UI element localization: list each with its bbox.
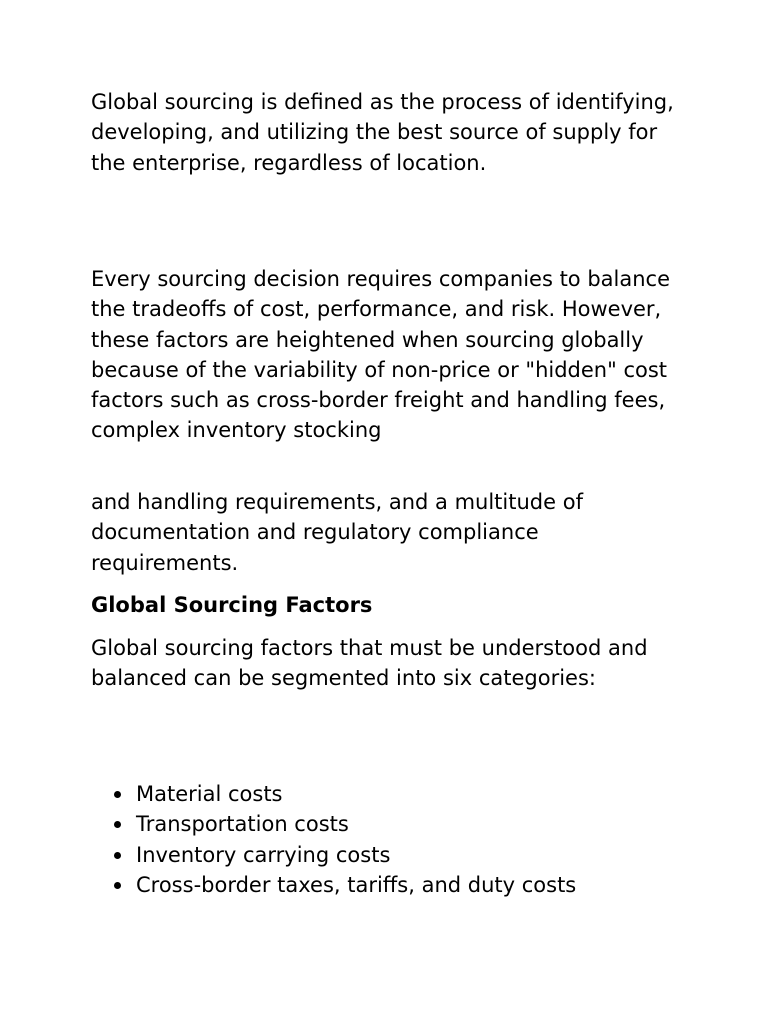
list-item-label: Transportation costs	[136, 812, 349, 837]
bullet-icon	[114, 852, 121, 859]
factors-list	[91, 779, 576, 900]
intro-paragraph: Global sourcing is defined as the process of identifying, developing, and utilizing the best source of supply for the enterprise, regardless of location.	[91, 90, 674, 175]
tradeoffs-paragraph: Every sourcing decision requires companies to balance the tradeoffs of cost, performance, and risk. However, these factors are heightened when sourcing globally because of the variability of non-price or "hidden" cost factors such as cross-border freight and handling fees, complex inventory stocking	[91, 267, 670, 443]
list-item	[91, 870, 576, 900]
list-item-label: Inventory carrying costs	[136, 842, 391, 867]
list-item	[91, 779, 576, 809]
list-item	[91, 840, 576, 870]
list-item-label: Cross-border taxes, tariffs, and duty costs	[136, 872, 577, 897]
factors-intro-paragraph: Global sourcing factors that must be understood and balanced can be segmented into six categories:	[91, 636, 648, 691]
bullet-icon	[114, 821, 121, 828]
bullet-icon	[114, 882, 121, 889]
section-heading: Global Sourcing Factors	[91, 593, 373, 617]
list-item	[91, 809, 576, 839]
list-item-label: Material costs	[136, 782, 283, 806]
bullet-icon	[114, 791, 121, 798]
continuation-paragraph: and handling requirements, and a multitude of documentation and regulatory compliance requirements.	[91, 490, 583, 575]
